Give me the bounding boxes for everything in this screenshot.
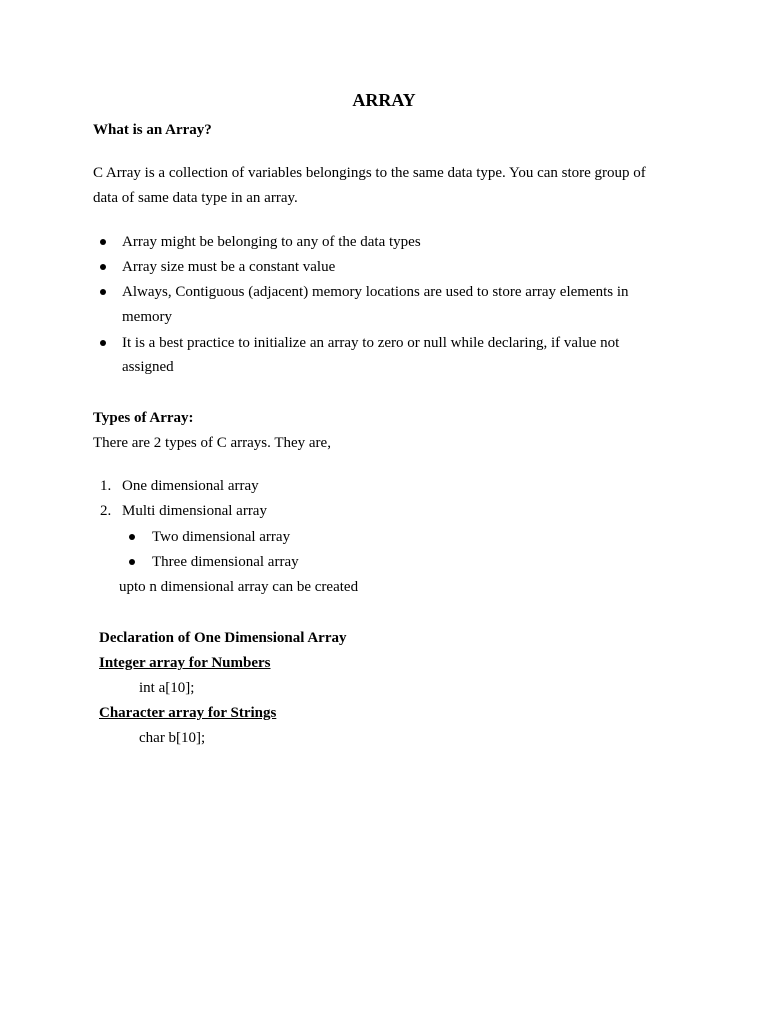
bullet-item: It is a best practice to initialize an array to zero or null while declaring, if value not [122,335,620,351]
list-item: One dimensional array [122,478,259,494]
bullet-item: Always, Contiguous (adjacent) memory locations are used to store array elements in [122,284,629,300]
bullet-icon [100,264,106,270]
intro-paragraph-line-2: data of same data type in an array. [93,190,298,206]
list-item: Multi dimensional array [122,503,267,519]
bullet-icon [100,289,106,295]
bullet-item: Array size must be a constant value [122,259,336,275]
bullet-icon [129,559,135,565]
intro-paragraph-line-1: C Array is a collection of variables belongings to the same data type. You can store group of [93,165,646,181]
declaration-heading: Declaration of One Dimensional Array [99,630,347,646]
character-array-code: char b[10]; [139,730,206,746]
types-intro: There are 2 types of C arrays. They are, [93,435,331,451]
bullet-item: Array might be belonging to any of the data types [122,234,421,250]
bullet-icon [100,340,106,346]
what-is-array-heading: What is an Array? [93,122,212,138]
types-of-array-heading: Types of Array: [93,410,194,426]
list-number: 2. [100,503,112,519]
character-array-heading: Character array for Strings [99,705,277,721]
list-number: 1. [100,478,112,494]
sub-bullet-item: Two dimensional array [152,529,291,545]
bullet-icon [129,534,135,540]
bullet-item-continuation: memory [122,309,172,325]
bullet-item-continuation: assigned [122,359,174,375]
page-title: ARRAY [352,90,416,110]
integer-array-code: int a[10]; [139,680,195,696]
dimension-note: upto n dimensional array can be created [119,579,359,595]
integer-array-heading: Integer array for Numbers [99,655,271,671]
sub-bullet-item: Three dimensional array [152,554,299,570]
bullet-icon [100,239,106,245]
